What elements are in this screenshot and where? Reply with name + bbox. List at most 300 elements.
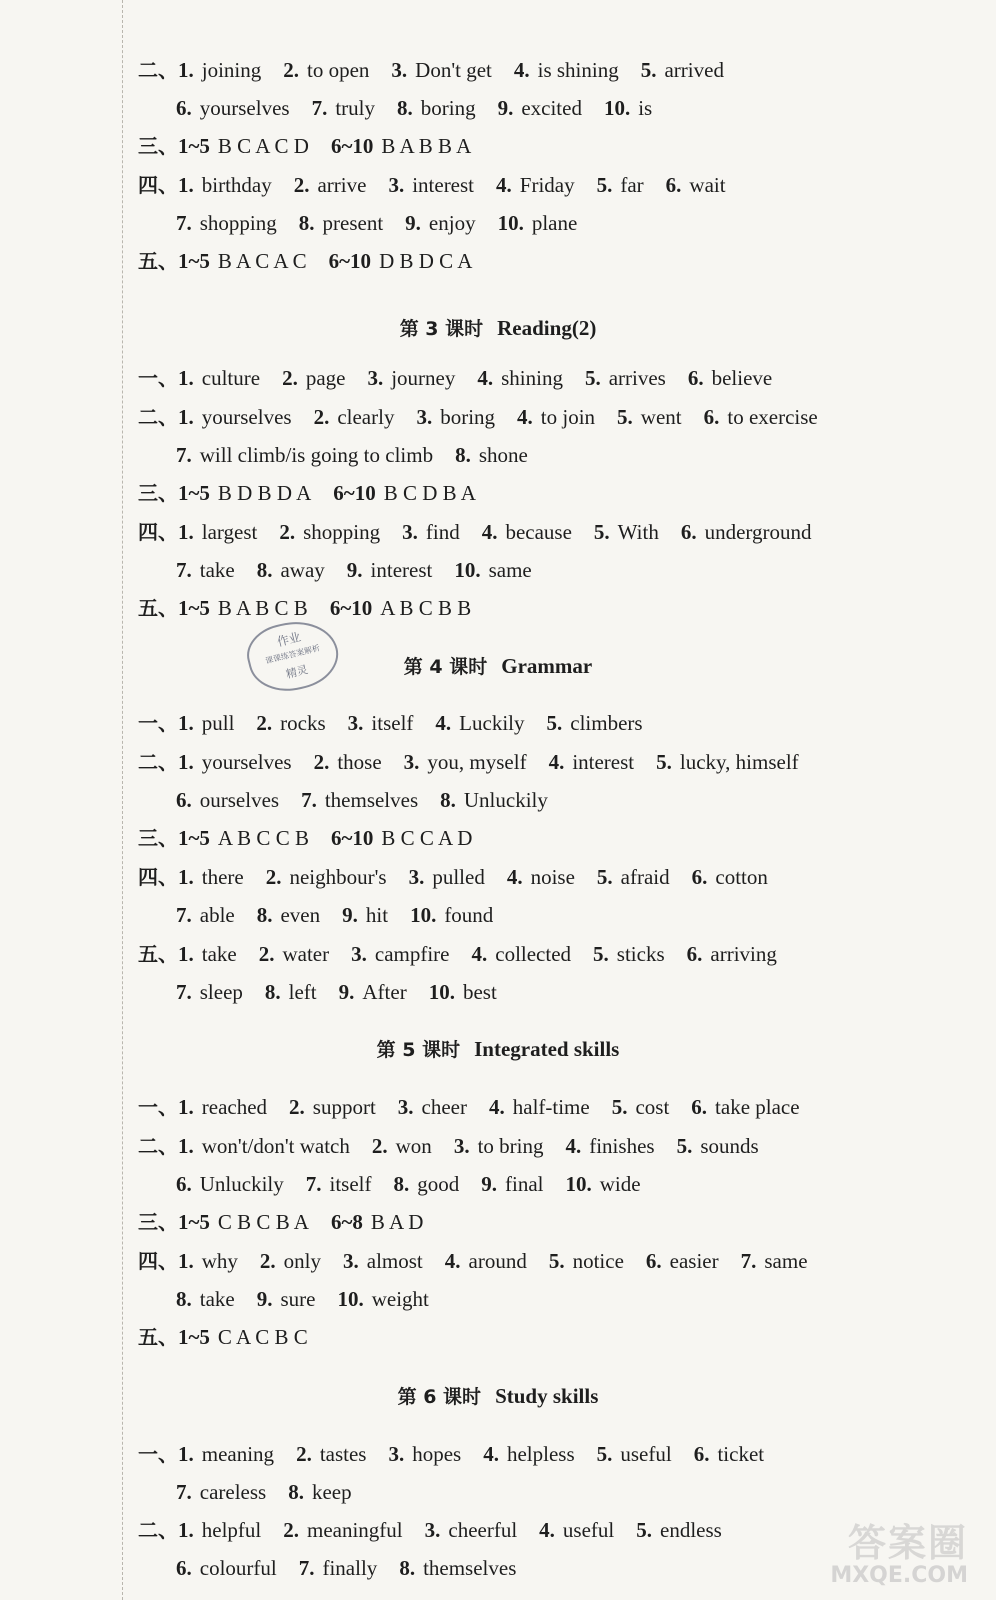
answer-text: A B C B B <box>380 596 472 620</box>
question-section-label: 三、 <box>138 826 178 850</box>
question-number: 6~10 <box>329 596 373 620</box>
answer-text: finally <box>322 1556 378 1580</box>
question-number: 2. <box>293 173 310 197</box>
question-number: 3. <box>397 1095 414 1119</box>
answer-line <box>138 863 886 891</box>
answer-text: left <box>288 980 317 1004</box>
answer-text: yourselves <box>201 405 292 429</box>
answer-text: rocks <box>280 711 326 735</box>
answer-line <box>138 518 886 546</box>
answer-text: finishes <box>589 1134 655 1158</box>
question-number: 8. <box>288 1480 304 1504</box>
question-number: 3. <box>424 1518 441 1542</box>
answer-text: helpful <box>201 1518 262 1542</box>
question-number: 8. <box>393 1172 410 1196</box>
question-number: 3. <box>408 865 425 889</box>
answer-text: colourful <box>199 1556 277 1580</box>
answer-text: arriving <box>710 942 777 966</box>
question-number: 5. <box>676 1134 693 1158</box>
question-number: 3. <box>351 942 367 966</box>
question-number: 1. <box>178 405 194 429</box>
question-number: 5. <box>656 750 672 774</box>
answer-text: B A B C B <box>217 596 308 620</box>
question-number: 8. <box>399 1556 416 1580</box>
question-section-label: 一、 <box>138 711 178 735</box>
answer-text: interest <box>412 173 475 197</box>
question-number: 6~10 <box>330 134 374 158</box>
answer-text: B D B D A <box>217 481 312 505</box>
answer-text: around <box>468 1249 527 1273</box>
answer-text: joining <box>201 58 262 82</box>
answer-text: B C D B A <box>383 481 476 505</box>
answer-text: lucky, himself <box>679 750 799 774</box>
answer-line <box>138 171 886 199</box>
answer-text: hit <box>365 903 389 927</box>
answer-text: excited <box>521 96 582 120</box>
question-number: 6. <box>176 1172 192 1196</box>
question-number: 7. <box>176 1480 192 1504</box>
answer-text: tastes <box>319 1442 367 1466</box>
answer-text: themselves <box>324 788 419 812</box>
answer-line <box>138 1247 886 1275</box>
answer-text: Unluckily <box>199 1172 284 1196</box>
answer-text: is <box>638 96 653 120</box>
question-section-label: 一、 <box>138 366 178 390</box>
question-number: 8. <box>440 788 456 812</box>
answer-line <box>138 1516 886 1544</box>
answer-text: far <box>620 173 644 197</box>
answer-line <box>138 1208 886 1236</box>
question-section-label: 四、 <box>138 520 178 544</box>
question-number: 2. <box>279 520 296 544</box>
answer-text: weight <box>371 1287 429 1311</box>
question-number: 4. <box>513 58 530 82</box>
question-number: 8. <box>176 1287 192 1311</box>
question-number: 1. <box>178 173 194 197</box>
answer-text: those <box>337 750 382 774</box>
answer-text: wide <box>599 1172 641 1196</box>
question-number: 5. <box>596 1442 613 1466</box>
answer-text: only <box>283 1249 322 1273</box>
answer-text: cotton <box>715 865 768 889</box>
question-number: 1. <box>178 711 194 735</box>
question-number: 6. <box>665 173 682 197</box>
stamp-seal-icon: 作业 课课练答案解析 精灵 <box>241 612 345 700</box>
question-number: 1. <box>178 520 194 544</box>
question-section-label: 二、 <box>138 58 178 82</box>
question-number: 6. <box>176 788 192 812</box>
answer-text: Friday <box>519 173 575 197</box>
answer-line <box>138 824 886 852</box>
question-number: 1~5 <box>178 826 210 850</box>
question-number: 4. <box>548 750 565 774</box>
answer-text: B C C A D <box>381 826 473 850</box>
question-number: 6. <box>703 405 720 429</box>
question-number: 7. <box>301 788 317 812</box>
answer-line <box>138 364 886 392</box>
question-number: 8. <box>298 211 315 235</box>
question-number: 10. <box>337 1287 364 1311</box>
question-number: 7. <box>311 96 328 120</box>
answer-text: to open <box>307 58 370 82</box>
answer-text: collected <box>495 942 572 966</box>
answer-text: interest <box>572 750 635 774</box>
question-section-label: 二、 <box>138 405 178 429</box>
question-number: 7. <box>176 980 192 1004</box>
question-section-label: 四、 <box>138 1249 178 1273</box>
answer-text: you, myself <box>427 750 527 774</box>
question-number: 4. <box>477 366 494 390</box>
question-number: 1. <box>178 1095 194 1119</box>
question-number: 5. <box>636 1518 652 1542</box>
question-section-label: 一、 <box>138 1442 178 1466</box>
question-number: 1~5 <box>178 596 210 620</box>
answer-text: because <box>505 520 572 544</box>
question-number: 7. <box>740 1249 757 1273</box>
answer-text: With <box>617 520 659 544</box>
question-number: 10. <box>497 211 524 235</box>
question-number: 4. <box>539 1518 555 1542</box>
answer-line <box>176 901 886 929</box>
answer-text: Unluckily <box>463 788 548 812</box>
answer-text: afraid <box>620 865 670 889</box>
question-number: 8. <box>256 903 273 927</box>
question-number: 7. <box>176 903 192 927</box>
answer-text: same <box>488 558 532 582</box>
answer-text: hopes <box>412 1442 462 1466</box>
question-number: 1~5 <box>178 481 210 505</box>
question-number: 4. <box>517 405 533 429</box>
answer-text: arrive <box>317 173 367 197</box>
question-number: 5. <box>548 1249 565 1273</box>
question-number: 9. <box>346 558 363 582</box>
answer-text: birthday <box>201 173 272 197</box>
answer-text: themselves <box>423 1556 517 1580</box>
question-number: 3. <box>402 520 418 544</box>
question-number: 10. <box>428 980 455 1004</box>
answer-text: present <box>322 211 384 235</box>
answer-text: itself <box>371 711 414 735</box>
question-number: 1. <box>178 750 194 774</box>
question-number: 10. <box>565 1172 592 1196</box>
answer-text: take place <box>715 1095 800 1119</box>
question-number: 6~10 <box>330 826 374 850</box>
answer-text: yourselves <box>201 750 292 774</box>
question-number: 7. <box>305 1172 322 1196</box>
answer-text: itself <box>329 1172 372 1196</box>
question-number: 3. <box>388 1442 405 1466</box>
question-number: 1. <box>178 1249 194 1273</box>
question-number: 5. <box>596 865 613 889</box>
question-number: 1. <box>178 1442 194 1466</box>
answer-line <box>176 556 886 584</box>
answer-line <box>138 1093 886 1121</box>
answer-text: enjoy <box>428 211 476 235</box>
question-number: 4. <box>471 942 488 966</box>
question-number: 6. <box>645 1249 662 1273</box>
answer-text: notice <box>572 1249 624 1273</box>
question-section-label: 五、 <box>138 249 178 273</box>
answer-line <box>176 1478 886 1506</box>
answer-text: shopping <box>199 211 277 235</box>
question-number: 4. <box>565 1134 582 1158</box>
answer-text: B C A C D <box>217 134 309 158</box>
answer-text: to bring <box>477 1134 544 1158</box>
question-number: 7. <box>176 443 192 467</box>
question-number: 6. <box>693 1442 710 1466</box>
question-number: 1~5 <box>178 1210 210 1234</box>
answer-text: Don't get <box>415 58 492 82</box>
question-section-label: 三、 <box>138 1210 178 1234</box>
answer-text: keep <box>311 1480 352 1504</box>
answer-line <box>176 786 886 814</box>
question-number: 3. <box>453 1134 470 1158</box>
question-number: 1. <box>178 58 194 82</box>
answer-text: endless <box>660 1518 722 1542</box>
question-section-label: 二、 <box>138 1518 178 1542</box>
question-number: 5. <box>596 173 613 197</box>
answer-text: meaningful <box>306 1518 403 1542</box>
answer-text: take <box>199 558 235 582</box>
question-number: 4. <box>481 520 498 544</box>
answer-text: best <box>462 980 497 1004</box>
question-number: 6. <box>686 942 703 966</box>
question-number: 2. <box>283 58 300 82</box>
answer-text: underground <box>704 520 812 544</box>
answer-text: almost <box>366 1249 423 1273</box>
answer-text: sure <box>280 1287 316 1311</box>
answer-text: to join <box>540 405 596 429</box>
answer-text: shopping <box>303 520 381 544</box>
question-number: 7. <box>176 558 192 582</box>
question-section-label: 四、 <box>138 865 178 889</box>
answer-text: cheerful <box>448 1518 518 1542</box>
question-number: 8. <box>455 443 471 467</box>
watermark-logo-icon: 答案圈 MXQE.COM <box>830 1521 968 1588</box>
section-title-lesson-4: 第 4 课时 Grammar <box>403 654 593 678</box>
question-number: 1. <box>178 942 194 966</box>
answer-text: page <box>305 366 346 390</box>
question-number: 9. <box>405 211 421 235</box>
answer-text: truly <box>335 96 375 120</box>
question-number: 9. <box>342 903 358 927</box>
question-number: 1~5 <box>178 134 210 158</box>
question-number: 1~5 <box>178 249 210 273</box>
answer-text: B A D <box>370 1210 424 1234</box>
question-number: 1. <box>178 865 194 889</box>
answer-line <box>176 1554 886 1582</box>
question-number: 7. <box>176 211 192 235</box>
question-number: 6~10 <box>328 249 372 273</box>
answer-line <box>138 1323 886 1351</box>
answer-text: shone <box>478 443 528 467</box>
answer-text: same <box>764 1249 808 1273</box>
question-number: 6. <box>687 366 704 390</box>
question-number: 3. <box>367 366 384 390</box>
question-number: 2. <box>296 1442 312 1466</box>
answer-line <box>138 132 886 160</box>
answer-text: plane <box>531 211 578 235</box>
answer-text: noise <box>530 865 575 889</box>
answer-text: meaning <box>201 1442 275 1466</box>
answer-text: is shining <box>537 58 619 82</box>
question-number: 3. <box>347 711 364 735</box>
answer-text: B A B B A <box>381 134 472 158</box>
question-number: 10. <box>410 903 437 927</box>
question-section-label: 三、 <box>138 481 178 505</box>
answer-line <box>138 403 886 431</box>
question-number: 6~8 <box>330 1210 363 1234</box>
question-number: 10. <box>603 96 631 120</box>
answer-line <box>138 247 886 275</box>
question-number: 2. <box>265 865 282 889</box>
question-number: 1. <box>178 1518 194 1542</box>
answer-text: helpless <box>506 1442 575 1466</box>
answer-line <box>176 1285 886 1313</box>
answer-text: interest <box>370 558 433 582</box>
answer-text: arrived <box>664 58 724 82</box>
answer-text: reached <box>201 1095 268 1119</box>
answer-text: D B D C A <box>379 249 473 273</box>
question-number: 4. <box>435 711 452 735</box>
answer-text: away <box>280 558 325 582</box>
question-number: 4. <box>506 865 523 889</box>
question-number: 2. <box>313 750 330 774</box>
question-number: 4. <box>496 173 512 197</box>
answer-line <box>176 978 886 1006</box>
answer-text: cost <box>635 1095 670 1119</box>
question-number: 8. <box>397 96 413 120</box>
answer-text: cheer <box>421 1095 467 1119</box>
question-number: 3. <box>416 405 433 429</box>
answer-text: A B C C B <box>217 826 309 850</box>
question-number: 3. <box>391 58 408 82</box>
answer-line <box>138 748 886 776</box>
question-number: 6. <box>691 865 708 889</box>
question-number: 6. <box>680 520 697 544</box>
answer-text: easier <box>669 1249 719 1273</box>
answer-text: neighbour's <box>289 865 387 889</box>
question-number: 2. <box>282 366 298 390</box>
question-number: 6. <box>691 1095 708 1119</box>
question-number: 8. <box>264 980 281 1004</box>
answer-line <box>138 1440 886 1468</box>
question-number: 7. <box>298 1556 315 1580</box>
answer-text: largest <box>201 520 258 544</box>
answer-text: there <box>201 865 244 889</box>
question-number: 2. <box>256 711 273 735</box>
answer-text: ourselves <box>199 788 280 812</box>
answer-text: After <box>362 980 407 1004</box>
answer-text: pulled <box>432 865 485 889</box>
answer-text: journey <box>391 366 456 390</box>
answer-text: why <box>201 1249 238 1273</box>
question-number: 5. <box>640 58 657 82</box>
answer-line <box>138 594 886 622</box>
answer-text: take <box>201 942 237 966</box>
question-number: 3. <box>403 750 420 774</box>
question-number: 1. <box>178 1134 194 1158</box>
question-section-label: 二、 <box>138 750 178 774</box>
answer-text: clearly <box>337 405 395 429</box>
answer-text: able <box>199 903 235 927</box>
answer-text: believe <box>711 366 773 390</box>
question-number: 8. <box>256 558 273 582</box>
answer-line <box>138 56 886 84</box>
answer-line <box>138 479 886 507</box>
question-number: 6~10 <box>333 481 376 505</box>
answer-text: useful <box>620 1442 672 1466</box>
answer-text: found <box>444 903 494 927</box>
answer-text: campfire <box>374 942 450 966</box>
question-number: 3. <box>388 173 405 197</box>
answer-line <box>176 1170 886 1198</box>
answer-text: boring <box>420 96 476 120</box>
question-number: 5. <box>593 520 610 544</box>
question-section-label: 一、 <box>138 1095 178 1119</box>
answer-text: sticks <box>616 942 665 966</box>
answer-text: went <box>640 405 682 429</box>
answer-text: shining <box>501 366 563 390</box>
question-number: 2. <box>313 405 330 429</box>
answer-text: good <box>417 1172 460 1196</box>
question-number: 3. <box>343 1249 359 1273</box>
question-section-label: 五、 <box>138 1325 178 1349</box>
answer-line <box>138 709 886 737</box>
answer-text: pull <box>201 711 235 735</box>
question-number: 9. <box>338 980 355 1004</box>
question-number: 5. <box>617 405 633 429</box>
question-number: 6. <box>176 96 192 120</box>
answer-text: won't/don't watch <box>201 1134 350 1158</box>
question-number: 2. <box>289 1095 305 1119</box>
question-section-label: 五、 <box>138 942 178 966</box>
answer-text: final <box>505 1172 544 1196</box>
answer-text: wait <box>689 173 726 197</box>
answer-text: C B C B A <box>217 1210 309 1234</box>
question-number: 4. <box>483 1442 499 1466</box>
question-number: 4. <box>489 1095 505 1119</box>
question-section-label: 三、 <box>138 134 178 158</box>
question-number: 6. <box>176 1556 192 1580</box>
answer-text: half-time <box>512 1095 590 1119</box>
answer-text: even <box>280 903 321 927</box>
answer-text: sleep <box>199 980 243 1004</box>
answer-line <box>176 441 886 469</box>
answer-line <box>176 94 886 122</box>
question-number: 1~5 <box>178 1325 210 1349</box>
question-number: 4. <box>444 1249 461 1273</box>
question-number: 9. <box>256 1287 273 1311</box>
section-title-lesson-3: 第 3 课时 Reading(2) <box>399 316 597 340</box>
margin-divider <box>122 0 123 1600</box>
answer-text: careless <box>199 1480 267 1504</box>
answer-text: to exercise <box>727 405 818 429</box>
answer-text: will climb/is going to climb <box>199 443 434 467</box>
question-number: 5. <box>593 942 609 966</box>
answer-text: B A C A C <box>217 249 307 273</box>
question-number: 2. <box>258 942 275 966</box>
answer-text: yourselves <box>199 96 290 120</box>
answer-text: Luckily <box>459 711 525 735</box>
question-number: 2. <box>371 1134 388 1158</box>
question-section-label: 五、 <box>138 596 178 620</box>
section-title-lesson-5: 第 5 课时 Integrated skills <box>376 1037 620 1061</box>
answer-text: climbers <box>570 711 643 735</box>
answer-text: useful <box>562 1518 615 1542</box>
answer-line <box>138 1132 886 1160</box>
answer-text: ticket <box>717 1442 765 1466</box>
